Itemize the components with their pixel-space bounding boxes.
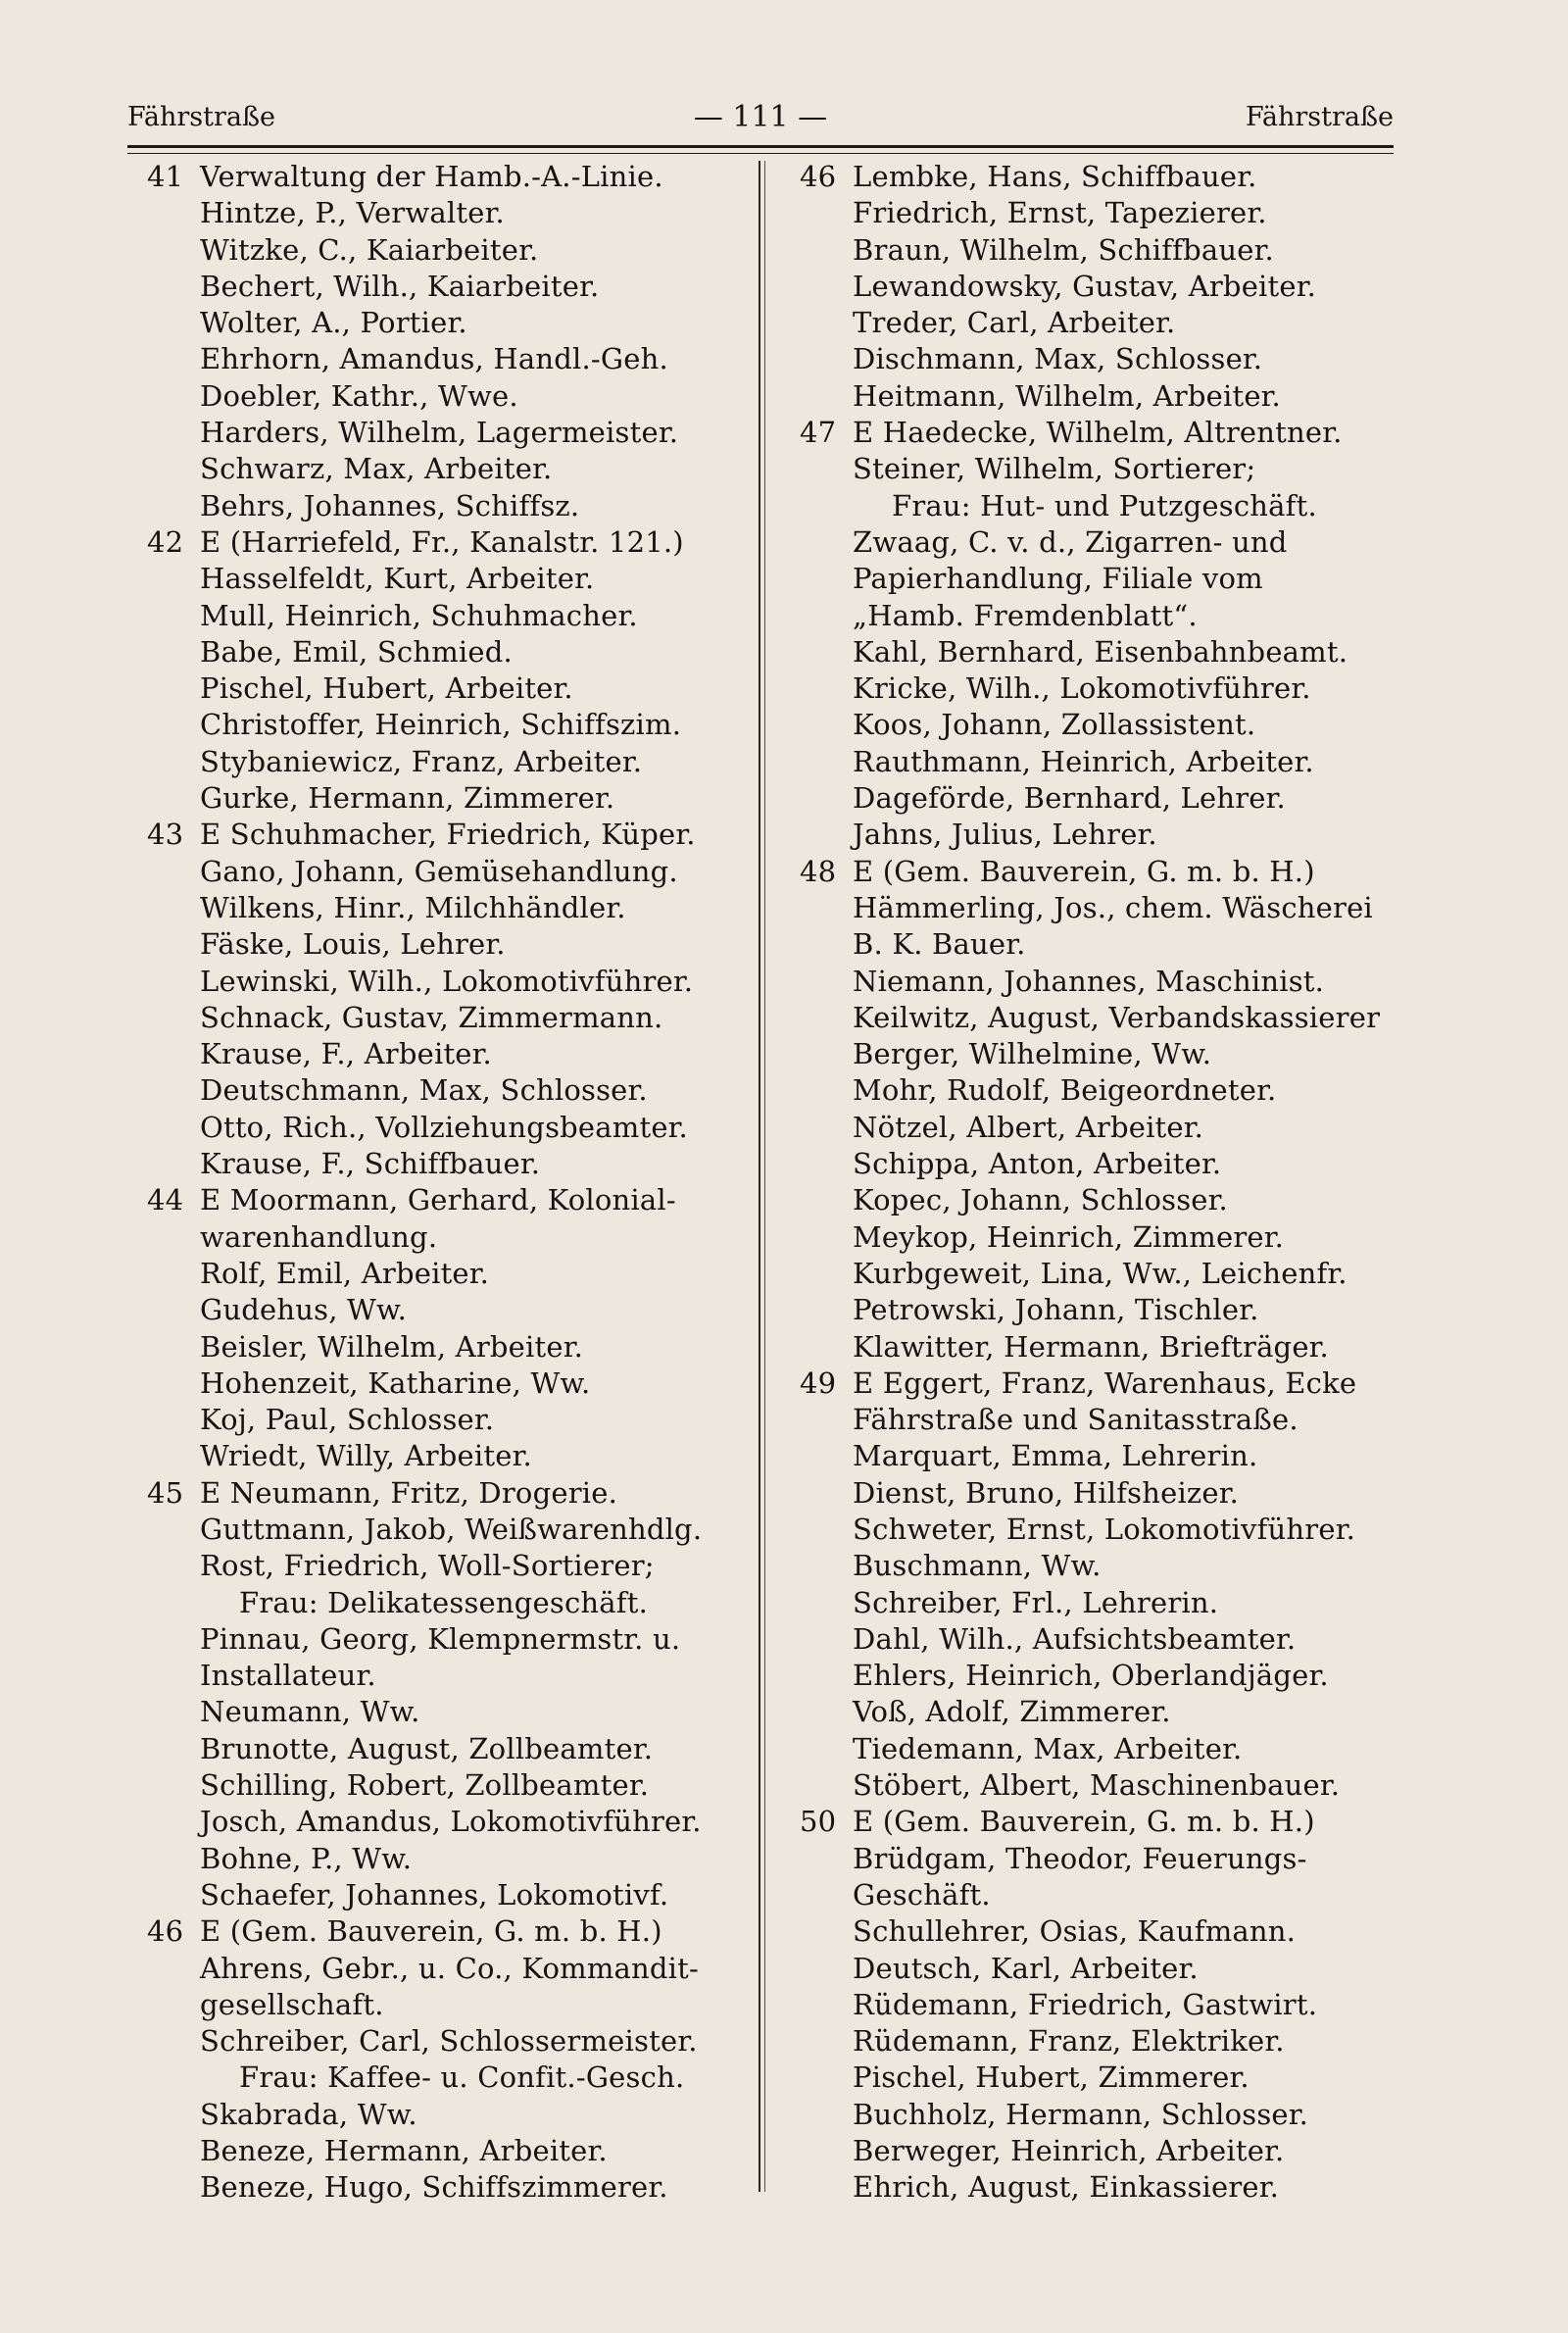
house-number-entry <box>147 1913 745 1950</box>
entry-text: Berger, Wilhelmine, Ww. <box>853 1037 1212 1071</box>
entry-text: gesellschaft. <box>200 1987 384 2021</box>
entry-text: Braun, Wilhelm, Schiffbauer. <box>853 232 1274 267</box>
entry-text: Ahrens, Gebr., u. Co., Kommandit- <box>200 1951 699 1985</box>
resident-entry <box>800 305 1397 341</box>
resident-entry <box>147 2133 745 2169</box>
entry-text: Krause, F., Schiffbauer. <box>200 1147 541 1181</box>
resident-entry <box>147 1621 745 1658</box>
entry-text: Deutschmann, Max, Schlosser. <box>200 1073 648 1108</box>
resident-entry <box>147 341 745 377</box>
entry-text: Installateur. <box>200 1659 376 1693</box>
house-number-entry <box>147 1475 745 1512</box>
entry-text: Brunotte, August, Zollbeamter. <box>200 1731 654 1765</box>
house-number: 46 <box>147 1914 184 1949</box>
resident-entry <box>147 1000 745 1036</box>
entry-text: Kahl, Bernhard, Eisenbahnbeamt. <box>853 634 1348 669</box>
house-number: 48 <box>800 854 837 888</box>
entry-text: Schnack, Gustav, Zimmermann. <box>200 1000 663 1034</box>
entry-text: Harders, Wilhelm, Lagermeister. <box>200 416 679 450</box>
resident-entry <box>147 890 745 926</box>
entry-text: Treder, Carl, Arbeiter. <box>853 306 1176 340</box>
column-divider <box>759 161 760 2192</box>
resident-entry <box>800 1000 1397 1036</box>
resident-entry <box>800 2060 1397 2096</box>
entry-text: Heitmann, Wilhelm, Arbeiter. <box>853 378 1281 413</box>
entry-text: Kricke, Wilh., Lokomotivführer. <box>853 671 1311 706</box>
resident-entry <box>800 634 1397 670</box>
resident-entry <box>147 1072 745 1109</box>
entry-text: Beneze, Hugo, Schiffszimmerer. <box>200 2170 668 2205</box>
resident-entry <box>147 1951 745 1987</box>
entry-text: Rüdemann, Franz, Elektriker. <box>853 2024 1285 2059</box>
resident-entry <box>147 707 745 743</box>
entry-text: Ehrhorn, Amandus, Handl.-Geh. <box>200 342 668 376</box>
resident-entry <box>800 195 1397 231</box>
page-header <box>127 96 1394 139</box>
entry-text: Hintze, P., Verwalter. <box>200 196 505 230</box>
house-number: 47 <box>800 416 837 450</box>
resident-entry <box>800 1694 1397 1730</box>
entry-text: Schullehrer, Osias, Kaufmann. <box>853 1914 1297 1949</box>
entry-text: Gano, Johann, Gemüsehandlung. <box>200 854 678 888</box>
entry-text: Tiedemann, Max, Arbeiter. <box>853 1731 1243 1765</box>
running-head-left: Fährstraße <box>127 102 276 132</box>
entry-text: Gurke, Hermann, Zimmerer. <box>200 781 615 816</box>
entry-text: Keilwitz, August, Verbandskassierer <box>853 1000 1381 1034</box>
house-number: 42 <box>147 524 184 559</box>
entry-text: Gudehus, Ww. <box>200 1293 408 1327</box>
resident-entry <box>147 2097 745 2133</box>
house-number-entry <box>147 817 745 853</box>
entry-text: Nötzel, Albert, Arbeiter. <box>853 1110 1204 1144</box>
house-number: 41 <box>147 160 184 193</box>
entry-text: Verwaltung der Hamb.-A.-Linie. <box>200 160 663 193</box>
house-number-entry <box>800 415 1397 451</box>
resident-entry <box>147 854 745 890</box>
entry-text: Buchholz, Hermann, Schlosser. <box>853 2097 1309 2131</box>
resident-entry <box>147 1146 745 1182</box>
entry-text: Frau: Hut- und Putzgeschäft. <box>892 488 1317 522</box>
resident-entry <box>147 488 745 524</box>
entry-text: Schweter, Ernst, Lokomotivführer. <box>853 1512 1356 1546</box>
entry-text: Ehlers, Heinrich, Oberlandjäger. <box>853 1659 1329 1693</box>
house-number: 46 <box>800 160 837 193</box>
page-number: — 111 — <box>693 100 828 134</box>
resident-entry <box>147 1767 745 1804</box>
resident-entry <box>800 341 1397 377</box>
resident-entry <box>147 2169 745 2206</box>
entry-text: Koj, Paul, Schlosser. <box>200 1403 495 1437</box>
resident-entry <box>147 378 745 415</box>
entry-text: Rüdemann, Friedrich, Gastwirt. <box>853 1987 1318 2021</box>
resident-entry <box>147 1658 745 1694</box>
entry-text: Pischel, Hubert, Zimmerer. <box>853 2060 1250 2095</box>
resident-entry <box>800 670 1397 707</box>
right-column <box>800 159 1397 2207</box>
entry-text: Mull, Heinrich, Schuhmacher. <box>200 598 638 632</box>
entry-text: Krause, F., Arbeiter. <box>200 1037 492 1071</box>
resident-entry <box>800 926 1397 963</box>
house-number-entry <box>800 1365 1397 1402</box>
column-divider-thin <box>764 161 765 2192</box>
resident-entry <box>800 1329 1397 1365</box>
entry-text: Klawitter, Hermann, Briefträger. <box>853 1329 1329 1364</box>
resident-entry <box>147 1036 745 1072</box>
entry-text: Wolter, A., Portier. <box>200 306 467 340</box>
entry-text: Guttmann, Jakob, Weißwarenhdlg. <box>200 1512 703 1546</box>
house-number: 49 <box>800 1365 837 1400</box>
entry-text: Brüdgam, Theodor, Feuerungs- <box>853 1841 1307 1875</box>
house-number: 50 <box>800 1805 837 1839</box>
resident-entry <box>800 1658 1397 1694</box>
resident-entry <box>800 2169 1397 2206</box>
entry-text: E (Gem. Bauverein, G. m. b. H.) <box>853 1805 1315 1839</box>
entry-text: Lembke, Hans, Schiffbauer. <box>853 160 1257 193</box>
resident-entry <box>800 1913 1397 1950</box>
resident-entry <box>147 1841 745 1877</box>
entry-text: Berweger, Heinrich, Arbeiter. <box>853 2134 1285 2168</box>
entry-text: Dischmann, Max, Schlosser. <box>853 342 1263 376</box>
entry-text: E Schuhmacher, Friedrich, Küper. <box>200 818 696 852</box>
entry-text: Schilling, Robert, Zollbeamter. <box>200 1768 650 1803</box>
entry-text: Doebler, Kathr., Wwe. <box>200 378 518 413</box>
entry-text: Frau: Kaffee- u. Confit.-Gesch. <box>239 2060 685 2095</box>
house-number-entry <box>800 854 1397 890</box>
resident-entry <box>147 305 745 341</box>
entry-text: Voß, Adolf, Zimmerer. <box>853 1695 1171 1729</box>
left-column <box>147 159 745 2207</box>
entry-text: E Moormann, Gerhard, Kolonial- <box>200 1183 676 1217</box>
resident-entry <box>800 561 1397 597</box>
resident-entry <box>800 1438 1397 1474</box>
entry-text: Mohr, Rudolf, Beigeordneter. <box>853 1073 1277 1108</box>
entry-text: Behrs, Johannes, Schiffsz. <box>200 488 580 522</box>
resident-entry <box>800 1475 1397 1512</box>
entry-text: Buschmann, Ww. <box>853 1549 1102 1583</box>
header-rule-thin <box>127 153 1394 154</box>
resident-entry <box>147 1987 745 2023</box>
resident-entry <box>147 744 745 780</box>
entry-text: E (Gem. Bauverein, G. m. b. H.) <box>853 854 1315 888</box>
entry-text: „Hamb. Fremdenblatt“. <box>853 598 1198 632</box>
resident-entry <box>800 2097 1397 2133</box>
entry-text: Bechert, Wilh., Kaiarbeiter. <box>200 269 600 303</box>
entry-text: Hasselfeldt, Kurt, Arbeiter. <box>200 562 595 596</box>
entry-text: Schippa, Anton, Arbeiter. <box>853 1147 1222 1181</box>
entry-text: Christoffer, Heinrich, Schiffszim. <box>200 708 682 742</box>
resident-entry <box>800 1219 1397 1256</box>
entry-text: Pinnau, Georg, Klempnermstr. u. <box>200 1621 681 1656</box>
resident-entry <box>147 451 745 487</box>
resident-entry <box>147 1292 745 1328</box>
resident-entry <box>800 780 1397 817</box>
resident-entry <box>800 488 1397 524</box>
entry-text: Wriedt, Willy, Arbeiter. <box>200 1439 532 1473</box>
resident-entry <box>147 1804 745 1840</box>
entry-text: Deutsch, Karl, Arbeiter. <box>853 1951 1199 1985</box>
resident-entry <box>800 2133 1397 2169</box>
resident-entry <box>800 1110 1397 1146</box>
house-number-entry <box>800 159 1397 195</box>
entry-text: Frau: Delikatessengeschäft. <box>239 1585 649 1619</box>
entry-text: Jahns, Julius, Lehrer. <box>853 818 1157 852</box>
resident-entry <box>147 1110 745 1146</box>
entry-text: Witzke, C., Kaiarbeiter. <box>200 232 539 267</box>
house-number: 44 <box>147 1183 184 1217</box>
resident-entry <box>800 451 1397 487</box>
entry-text: E (Gem. Bauverein, G. m. b. H.) <box>200 1914 662 1949</box>
resident-entry <box>147 561 745 597</box>
resident-entry <box>800 378 1397 415</box>
entry-text: Niemann, Johannes, Maschinist. <box>853 964 1325 998</box>
entry-text: Hohenzeit, Katharine, Ww. <box>200 1365 591 1400</box>
entry-text: Petrowski, Johann, Tischler. <box>853 1293 1259 1327</box>
entry-text: Neumann, Ww. <box>200 1695 420 1729</box>
resident-entry <box>800 1987 1397 2023</box>
entry-text: Lewinski, Wilh., Lokomotivführer. <box>200 964 694 998</box>
entry-text: warenhandlung. <box>200 1219 438 1254</box>
resident-entry <box>800 269 1397 305</box>
house-number: 43 <box>147 818 184 852</box>
resident-entry <box>147 2023 745 2060</box>
resident-entry <box>147 1329 745 1365</box>
entry-text: Rost, Friedrich, Woll-Sortierer; <box>200 1549 655 1583</box>
resident-entry <box>800 964 1397 1000</box>
entry-text: Kopec, Johann, Schlosser. <box>853 1183 1228 1217</box>
resident-entry <box>147 964 745 1000</box>
entry-text: Babe, Emil, Schmied. <box>200 634 513 669</box>
resident-entry <box>147 926 745 963</box>
entry-text: E Eggert, Franz, Warenhaus, Ecke <box>853 1365 1357 1400</box>
resident-entry <box>800 1951 1397 1987</box>
entry-text: Meykop, Heinrich, Zimmerer. <box>853 1219 1285 1254</box>
resident-entry <box>800 1731 1397 1767</box>
running-head-right: Fährstraße <box>1245 102 1394 132</box>
entry-text: Rauthmann, Heinrich, Arbeiter. <box>853 744 1314 778</box>
entry-text: Fäske, Louis, Lehrer. <box>200 927 506 962</box>
entry-text: Ehrich, August, Einkassierer. <box>853 2170 1280 2205</box>
resident-entry <box>147 598 745 634</box>
entry-text: Kurbgeweit, Lina, Ww., Leichenfr. <box>853 1256 1348 1290</box>
entry-text: Marquart, Emma, Lehrerin. <box>853 1439 1258 1473</box>
resident-entry <box>147 195 745 231</box>
resident-entry <box>147 1256 745 1292</box>
entry-text: B. K. Bauer. <box>853 927 1026 962</box>
resident-entry <box>147 1731 745 1767</box>
resident-entry <box>147 415 745 451</box>
resident-entry <box>800 744 1397 780</box>
resident-entry <box>800 1621 1397 1658</box>
resident-entry <box>800 1256 1397 1292</box>
resident-entry <box>800 707 1397 743</box>
entry-text: Dageförde, Bernhard, Lehrer. <box>853 781 1286 816</box>
entry-text: Fährstraße und Sanitasstraße. <box>853 1403 1298 1437</box>
resident-entry <box>147 1694 745 1730</box>
header-rule <box>127 145 1394 148</box>
resident-entry <box>800 1548 1397 1584</box>
entry-text: Lewandowsky, Gustav, Arbeiter. <box>853 269 1317 303</box>
entry-text: Friedrich, Ernst, Tapezierer. <box>853 196 1267 230</box>
entry-text: Otto, Rich., Vollziehungsbeamter. <box>200 1110 688 1144</box>
entry-text: Skabrada, Ww. <box>200 2097 417 2131</box>
resident-entry <box>800 1402 1397 1438</box>
entry-text: Stöbert, Albert, Maschinenbauer. <box>853 1768 1341 1803</box>
resident-entry <box>800 1841 1397 1877</box>
entry-text: Wilkens, Hinr., Milchhändler. <box>200 890 626 924</box>
resident-entry <box>147 1438 745 1474</box>
entry-text: E Neumann, Fritz, Drogerie. <box>200 1475 618 1510</box>
resident-entry <box>800 2023 1397 2060</box>
resident-entry <box>147 780 745 817</box>
entry-text: Hämmerling, Jos., chem. Wäscherei <box>853 890 1373 924</box>
entry-text: Koos, Johann, Zollassistent. <box>853 708 1256 742</box>
resident-entry <box>147 232 745 269</box>
entry-text: Beisler, Wilhelm, Arbeiter. <box>200 1329 583 1364</box>
resident-entry <box>800 817 1397 853</box>
house-number-entry <box>147 159 745 195</box>
resident-entry <box>800 890 1397 926</box>
house-number: 45 <box>147 1475 184 1510</box>
resident-entry <box>800 1512 1397 1548</box>
entry-text: Beneze, Hermann, Arbeiter. <box>200 2134 608 2168</box>
entry-text: Schreiber, Carl, Schlossermeister. <box>200 2024 698 2059</box>
resident-entry <box>800 1877 1397 1913</box>
house-number-entry <box>147 1182 745 1218</box>
resident-entry <box>147 269 745 305</box>
resident-entry <box>147 1365 745 1402</box>
entry-text: Pischel, Hubert, Arbeiter. <box>200 671 573 706</box>
resident-entry <box>147 2060 745 2096</box>
resident-entry <box>800 1767 1397 1804</box>
entry-text: Schwarz, Max, Arbeiter. <box>200 452 553 486</box>
resident-entry <box>147 1585 745 1621</box>
resident-entry <box>147 1219 745 1256</box>
entry-text: Zwaag, C. v. d., Zigarren- und <box>853 524 1288 559</box>
entry-text: Papierhandlung, Filiale vom <box>853 562 1263 596</box>
resident-entry <box>800 1585 1397 1621</box>
house-number-entry <box>800 1804 1397 1840</box>
entry-text: Rolf, Emil, Arbeiter. <box>200 1256 490 1290</box>
entry-text: E (Harriefeld, Fr., Kanalstr. 121.) <box>200 524 684 559</box>
resident-entry <box>800 524 1397 561</box>
resident-entry <box>800 232 1397 269</box>
resident-entry <box>800 1146 1397 1182</box>
resident-entry <box>147 1548 745 1584</box>
entry-text: Bohne, P., Ww. <box>200 1841 413 1875</box>
entry-text: Schaefer, Johannes, Lokomotivf. <box>200 1877 669 1911</box>
entry-text: Josch, Amandus, Lokomotivführer. <box>200 1805 702 1839</box>
resident-entry <box>147 1877 745 1913</box>
entry-text: Dienst, Bruno, Hilfsheizer. <box>853 1475 1240 1510</box>
resident-entry <box>800 1292 1397 1328</box>
entry-text: Schreiber, Frl., Lehrerin. <box>853 1585 1219 1619</box>
entry-text: Steiner, Wilhelm, Sortierer; <box>853 452 1256 486</box>
resident-entry <box>800 1072 1397 1109</box>
entry-text: Stybaniewicz, Franz, Arbeiter. <box>200 744 643 778</box>
entry-text: E Haedecke, Wilhelm, Altrentner. <box>853 416 1343 450</box>
entry-text: Dahl, Wilh., Aufsichtsbeamter. <box>853 1621 1297 1656</box>
house-number-entry <box>147 524 745 561</box>
resident-entry <box>147 634 745 670</box>
resident-entry <box>147 1512 745 1548</box>
resident-entry <box>147 1402 745 1438</box>
resident-entry <box>800 1036 1397 1072</box>
entry-text: Geschäft. <box>853 1877 991 1911</box>
resident-entry <box>147 670 745 707</box>
resident-entry <box>800 1182 1397 1218</box>
resident-entry <box>800 598 1397 634</box>
